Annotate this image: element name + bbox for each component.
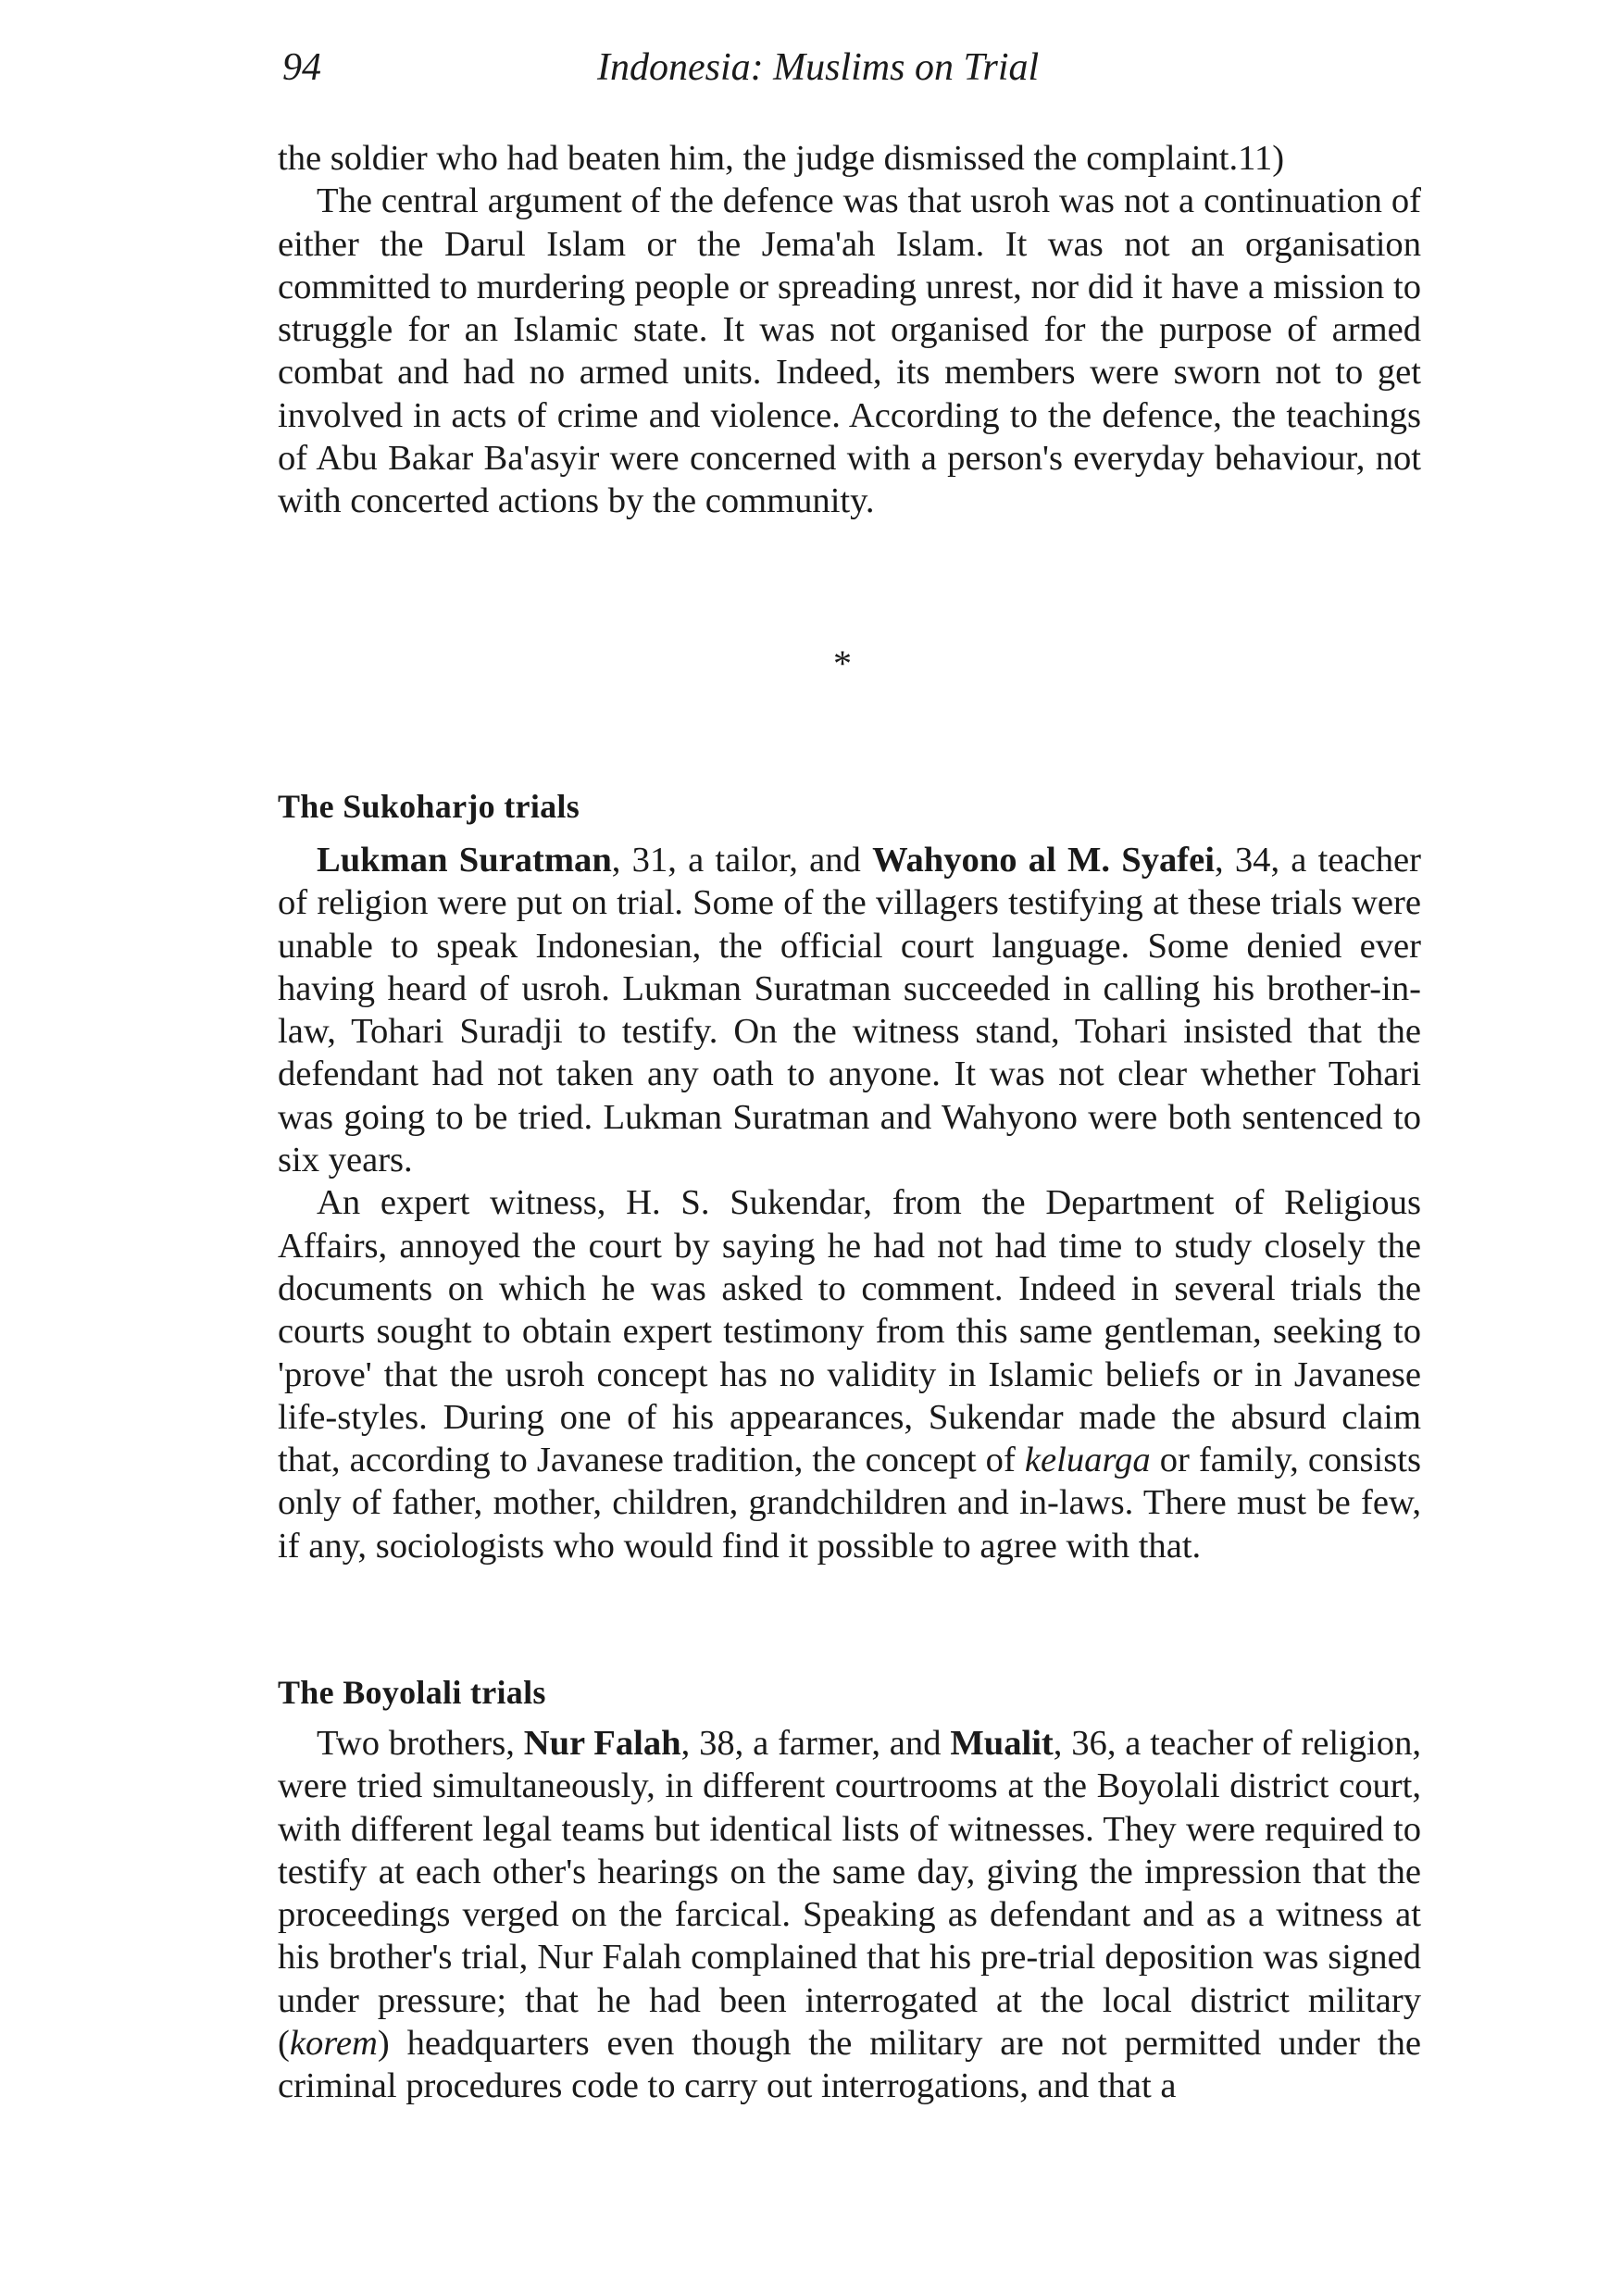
boyolali-section <box>278 1722 1421 2108</box>
paragraph: the soldier who had beaten him, the judge dismissed the complaint.11) <box>278 139 1285 178</box>
opening-section <box>278 137 1421 523</box>
running-title: Indonesia: Muslims on Trial <box>597 46 1040 89</box>
paragraph: Two brothers, Nur Falah, 38, a farmer, and Mualit, 36, a teacher of religion, were tried simultaneously, in different courtrooms at the Boyolali district court, with different legal teams but identical lists of witnesses. They were required to testify at each other's hearings on the same day, giving the impression that the proceedings verged on the farcical. Speaking as defendant and as a witness at his brother's trial, Nur Falah complained that his pre-trial deposition was signed under pressure; that he had been interrogated at the local district military (korem) headquarters even though the military are not permitted under the criminal procedures code to carry out interrogations, and that a <box>278 1724 1422 2106</box>
sukoharjo-section <box>278 839 1421 1567</box>
defendant-name: Wahyono al M. Syafei <box>872 841 1216 880</box>
italic-term: keluarga <box>1024 1441 1151 1480</box>
section-separator-asterisk: * <box>833 643 852 684</box>
paragraph: An expert witness, H. S. Sukendar, from the Department of Religious Affairs, annoyed the court by saying he had not had time to study closely the documents on which he was asked to comment. Indeed in several trials the courts sought to obtain expert testimony from this same gentleman, seeking to 'prove' that the usroh concept has no validity in Islamic beliefs or in Javanese life-styles. During one of his appearances, Sukendar made the absurd claim that, according to Javanese tradition, the concept of keluarga or family, consists only of father, mother, children, grandchildren and in-laws. There must be few, if any, sociologists who would find it possible to agree with that. <box>278 1183 1422 1566</box>
page-number: 94 <box>282 46 321 89</box>
paragraph: Lukman Suratman, 31, a tailor, and Wahyono al M. Syafei, 34, a teacher of religion were put on trial. Some of the villagers testifying at these trials were unable to speak Indonesian, the official court language. Some denied ever having heard of usroh. Lukman Suratman succeeded in calling his brother-in-law, Tohari Suradji to testify. On the witness stand, Tohari insisted that the defendant had not taken any oath to anyone. It was not clear whether Tohari was going to be tried. Lukman Suratman and Wahyono were both sentenced to six years. <box>278 841 1421 1180</box>
defendant-name: Lukman Suratman <box>317 841 612 880</box>
defendant-name: Mualit <box>950 1724 1054 1763</box>
defendant-name: Nur Falah <box>523 1724 681 1763</box>
italic-term: korem <box>289 2024 378 2064</box>
paragraph: The central argument of the defence was that usroh was not a continuation of either the Darul Islam or the Jema'ah Islam. It was not an organisation committed to murdering people or spreading unrest, nor did it have a mission to struggle for an Islamic state. It was not organised for the purpose of armed combat and had no armed units. Indeed, its members were sworn not to get involved in acts of crime and violence. According to the defence, the teachings of Abu Bakar Ba'asyir were concerned with a person's everyday behaviour, not with concerted actions by the community. <box>278 181 1421 521</box>
section-heading-boyolali: The Boyolali trials <box>278 1674 546 1711</box>
section-heading-sukoharjo: The Sukoharjo trials <box>278 788 580 825</box>
